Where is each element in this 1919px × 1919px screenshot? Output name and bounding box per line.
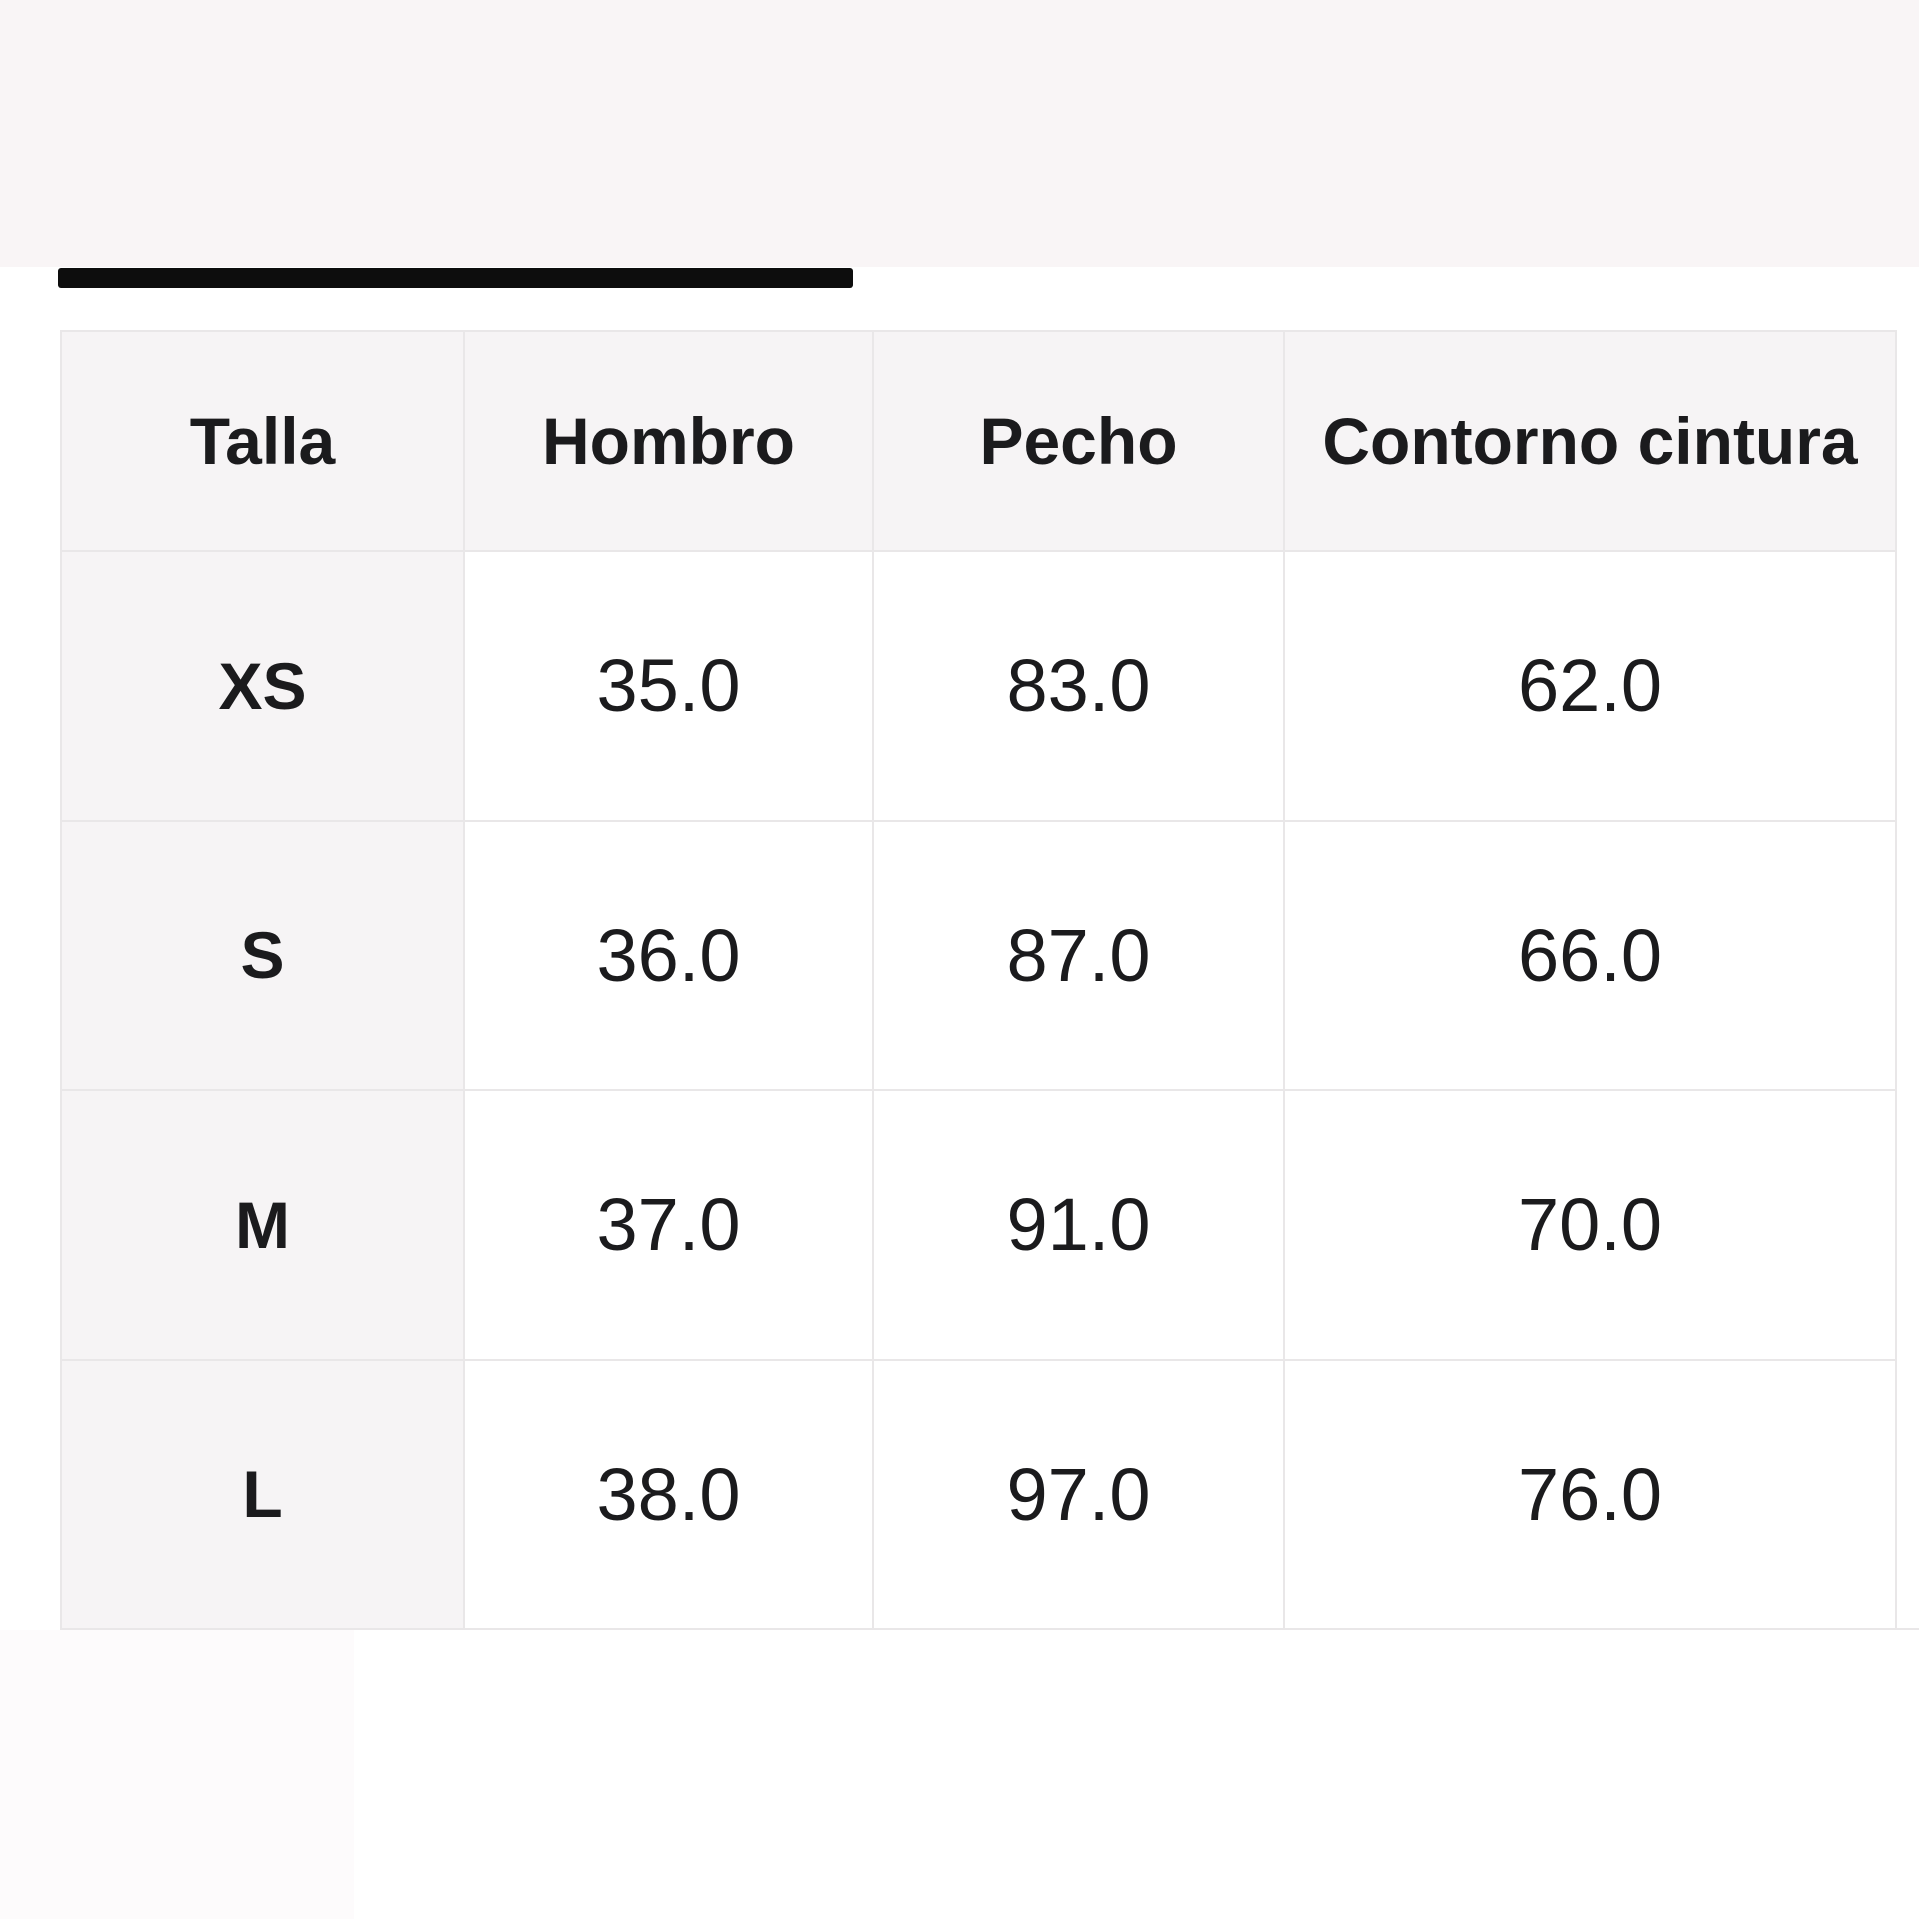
header-cell-contorno-cintura: Contorno cintura — [1285, 332, 1895, 550]
hombro-value-cell: 36.0 — [465, 822, 874, 1090]
active-tab-indicator-bar — [58, 268, 853, 288]
table-bottom-border-extension — [1897, 1628, 1919, 1630]
header-cell-talla: Talla — [62, 332, 465, 550]
pecho-value-cell: 83.0 — [874, 552, 1285, 820]
contorno-value-cell: 62.0 — [1517, 644, 1663, 728]
top-background-band — [0, 0, 1919, 267]
pecho-value-cell: 97.0 — [874, 1361, 1285, 1629]
table-row-s — [62, 822, 1895, 1092]
pecho-value-cell: 87.0 — [874, 822, 1285, 1090]
size-label-cell: L — [62, 1361, 465, 1629]
hombro-value-cell: 35.0 — [465, 552, 874, 820]
contorno-value-cell: 66.0 — [1517, 913, 1663, 997]
size-label-cell: S — [62, 822, 465, 1090]
pecho-value-cell: 91.0 — [874, 1091, 1285, 1359]
bottom-left-background-tint — [0, 1630, 354, 1919]
header-cell-pecho: Pecho — [874, 332, 1285, 550]
size-label-cell: M — [62, 1091, 465, 1359]
contorno-value-cell: 70.0 — [1517, 1183, 1663, 1267]
size-label-cell: XS — [62, 552, 465, 820]
hombro-value-cell: 37.0 — [465, 1091, 874, 1359]
table-header-row — [62, 332, 1895, 552]
contorno-value-cell: 76.0 — [1517, 1452, 1663, 1536]
table-row-xs — [62, 552, 1895, 822]
header-cell-hombro: Hombro — [465, 332, 874, 550]
size-chart-table — [60, 330, 1897, 1630]
table-row-m — [62, 1091, 1895, 1361]
hombro-value-cell: 38.0 — [465, 1361, 874, 1629]
table-row-l — [62, 1361, 1895, 1629]
